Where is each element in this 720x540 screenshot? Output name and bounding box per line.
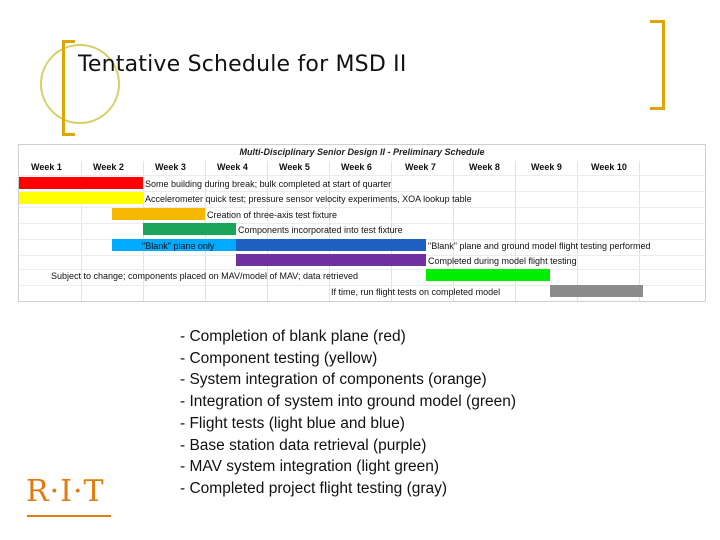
grid-line — [19, 175, 705, 176]
rit-logo-underline — [27, 515, 111, 517]
week-header: Week 6 — [341, 162, 372, 172]
schedule-bar-lightgreen — [426, 269, 550, 281]
title-bracket-right — [650, 20, 665, 110]
schedule-bar-red — [19, 177, 143, 189]
schedule-bar-label: "Blank" plane only — [142, 241, 215, 251]
schedule-bar-purple — [236, 254, 426, 266]
week-header: Week 8 — [469, 162, 500, 172]
schedule-bar-label: Subject to change; components placed on MAV/model of MAV; data retrieved — [51, 271, 359, 281]
schedule-table — [18, 144, 706, 302]
title-bracket-left — [62, 40, 75, 136]
schedule-bar-orange — [112, 208, 205, 220]
rit-logo: R·I·T — [26, 474, 105, 509]
schedule-title: Multi-Disciplinary Senior Design II - Preliminary Schedule — [239, 147, 485, 157]
bullet-item: - Completion of blank plane (red) — [180, 328, 406, 345]
schedule-bar-green — [143, 223, 236, 235]
bullet-item: - Base station data retrieval (purple) — [180, 436, 427, 454]
schedule-bar-label: "Blank" plane and ground model flight testing performed — [428, 241, 651, 251]
week-header: Week 2 — [93, 162, 124, 172]
week-header: Week 10 — [591, 162, 627, 172]
schedule-bar-label: Some building during break; bulk completed at start of quarter — [145, 179, 392, 189]
schedule-bar-label: Accelerometer quick test; pressure sensor velocity experiments, XOA lookup table — [145, 194, 472, 204]
week-header: Week 5 — [279, 162, 310, 172]
bullet-item: - MAV system integration (light green) — [180, 458, 440, 476]
legend-bullets — [180, 326, 516, 500]
grid-line — [577, 161, 578, 301]
schedule-bar-label: Creation of three-axis test fixture — [207, 210, 338, 220]
week-header: Week 9 — [531, 162, 562, 172]
schedule-bar-label: Completed during model flight testing — [428, 256, 577, 266]
bullet-item: - Completed project flight testing (gray) — [180, 479, 448, 497]
schedule-bar-label: If time, run flight tests on completed model — [331, 287, 501, 297]
bullet-item: - System integration of components (orange) — [180, 371, 487, 389]
slide-title: Tentative Schedule for MSD II — [78, 52, 407, 77]
week-header: Week 1 — [31, 162, 62, 172]
week-header: Week 4 — [217, 162, 248, 172]
schedule-bar-yellow — [19, 192, 143, 204]
bullet-item: - Component testing (yellow) — [180, 349, 378, 367]
grid-line — [639, 161, 640, 301]
bullet-item: - Flight tests (light blue and blue) — [180, 414, 405, 432]
schedule-bar-blue — [236, 239, 426, 251]
week-header: Week 7 — [405, 162, 436, 172]
week-header: Week 3 — [155, 162, 186, 172]
schedule-bar-label: Components incorporated into test fixture — [238, 225, 403, 235]
bullet-item: - Integration of system into ground model (green) — [180, 393, 517, 411]
schedule-bar-gray — [550, 285, 643, 297]
